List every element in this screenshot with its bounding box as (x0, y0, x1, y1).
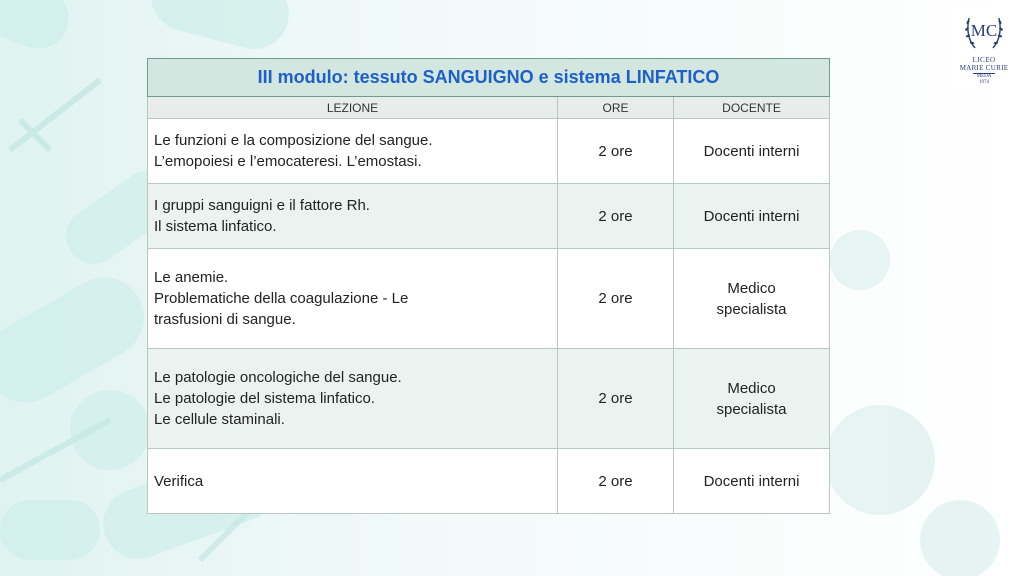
teacher-line: Medico (727, 379, 776, 397)
table-row (148, 449, 830, 514)
teacher-line: Docenti interni (703, 472, 800, 490)
header-teacher: DOCENTE (674, 97, 830, 119)
hours-cell: 2 ore (558, 349, 674, 449)
teacher-cell (674, 349, 830, 449)
lesson-line: Problematiche della coagulazione - Le (154, 290, 409, 307)
lesson-line: Le patologie del sistema linfatico. (154, 390, 375, 407)
logo-line-2: MARIE CURIE (959, 64, 1009, 72)
lesson-line: Il sistema linfatico. (154, 218, 277, 235)
lesson-line: Verifica (154, 472, 204, 490)
teacher-cell (674, 249, 830, 349)
teacher-line: Docenti interni (703, 207, 800, 225)
lesson-line: Le patologie oncologiche del sangue. (154, 369, 402, 386)
table-header-row (148, 97, 830, 119)
header-hours: ORE (558, 97, 674, 119)
teacher-cell (674, 184, 830, 249)
school-logo (948, 4, 1020, 94)
teacher-line: Docenti interni (703, 142, 800, 160)
lesson-cell (148, 184, 558, 249)
lesson-line: I gruppi sanguigni e il fattore Rh. (154, 197, 370, 214)
lesson-line: Le funzioni e la composizione del sangue. (154, 132, 433, 149)
lesson-cell (148, 449, 558, 514)
hours-cell: 2 ore (558, 184, 674, 249)
teacher-cell (674, 119, 830, 184)
hours-cell: 2 ore (558, 449, 674, 514)
lesson-line: trasfusioni di sangue. (154, 311, 296, 328)
lesson-cell (148, 119, 558, 184)
lesson-cell (148, 249, 558, 349)
teacher-line: specialista (716, 300, 787, 318)
table-title: III modulo: tessuto SANGUIGNO e sistema LINFATICO (148, 59, 830, 97)
teacher-line: Medico (727, 279, 776, 297)
table-row (148, 249, 830, 349)
logo-line-4: 1974 (979, 80, 989, 85)
table-row (148, 184, 830, 249)
table-row (148, 119, 830, 184)
teacher-cell (674, 449, 830, 514)
laurel-wreath-icon (961, 6, 1007, 56)
header-lesson: LEZIONE (148, 97, 558, 119)
lesson-line: Le cellule staminali. (154, 411, 285, 428)
hours-cell: 2 ore (558, 249, 674, 349)
module-schedule-table (147, 58, 830, 514)
logo-line-1: LICEO (972, 56, 996, 64)
table-row (148, 349, 830, 449)
logo-monogram: MC (970, 21, 998, 40)
lesson-line: L’emopoiesi e l’emocateresi. L’emostasi. (154, 153, 422, 170)
logo-line-3: MEDA (973, 73, 995, 80)
lesson-line: Le anemie. (154, 269, 229, 286)
teacher-line: specialista (716, 400, 787, 418)
hours-cell: 2 ore (558, 119, 674, 184)
lesson-cell (148, 349, 558, 449)
